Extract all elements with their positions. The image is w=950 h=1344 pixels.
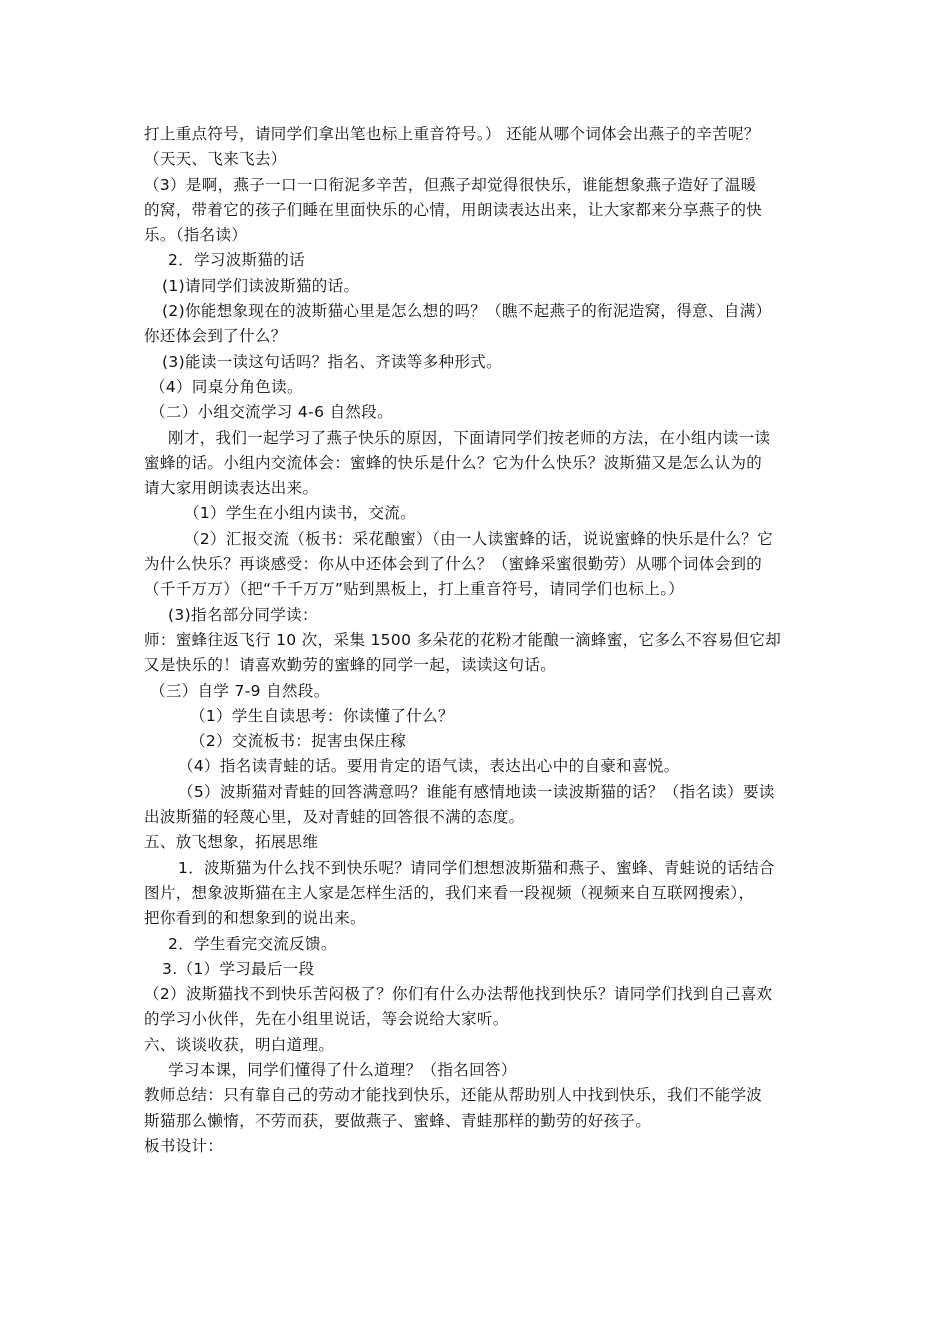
text-line: 刚才，我们一起学习了燕子快乐的原因，下面请同学们按老师的方法，在小组内读一读 <box>168 428 771 447</box>
text-line: （1）学生在小组内读书，交流。 <box>184 504 417 523</box>
text-line: 为什么快乐？再谈感受：你从中还体会到了什么？（蜜蜂采蜜很勤劳）从哪个词体会到的 <box>144 555 763 574</box>
text-line: 打上重点符号，请同学们拿出笔也标上重音符号。） 还能从哪个词体会出燕子的辛苦呢？ <box>144 125 760 143</box>
section-heading: 六、谈谈收获，明白道理。 <box>144 1035 335 1054</box>
text-line: (3)指名部分同学读： <box>168 605 318 624</box>
text-line: 2．学生看完交流反馈。 <box>168 934 337 953</box>
text-line: （1）学生自读思考：你读懂了什么？ <box>190 706 454 725</box>
text-line: （2）波斯猫找不到快乐苦闷极了？你们有什么办法帮他找到快乐？请同学们找到自己喜欢 <box>144 985 773 1004</box>
text-line: 蜜蜂的话。小组内交流体会：蜜蜂的快乐是什么？它为什么快乐？波斯猫又是怎么认为的 <box>144 453 763 472</box>
text-line: 师：蜜蜂往返飞行 10 次，采集 1500 多朵花的花粉才能酿一滴蜂蜜，它多么不容易但它却 <box>144 630 782 649</box>
text-line: 1．波斯猫为什么找不到快乐呢？请同学们想想波斯猫和燕子、蜜蜂、青蛙说的话结合 <box>178 858 775 877</box>
text-line: 出波斯猫的轻蔑心里，及对青蛙的回答很不满的态度。 <box>144 808 525 827</box>
text-line: 的窝，带着它的孩子们睡在里面快乐的心情，用朗读表达出来，让大家都来分享燕子的快 <box>144 200 763 219</box>
section-heading: 2．学习波斯猫的话 <box>168 251 306 270</box>
text-line: 的学习小伙伴，先在小组里说话，等会说给大家听。 <box>144 1010 509 1029</box>
text-line: 又是快乐的！请喜欢勤劳的蜜蜂的同学一起，读读这句话。 <box>144 656 557 675</box>
text-line: （3）是啊，燕子一口一口衔泥多辛苦，但燕子却觉得很快乐，谁能想象燕子造好了温暖 <box>144 175 757 194</box>
text-line: （4）同桌分角色读。 <box>150 377 303 396</box>
section-heading: （三）自学 7-9 自然段。 <box>150 681 330 700</box>
text-line: 你还体会到了什么？ <box>144 327 287 346</box>
text-line: （2）交流板书：捉害虫保庄稼 <box>190 732 407 751</box>
text-line: 学习本课，同学们懂得了什么道理？（指名回答） <box>168 1060 517 1079</box>
section-heading: 五、放飞想象，拓展思维 <box>144 833 319 852</box>
text-line: 请大家用朗读表达出来。 <box>144 479 319 498</box>
text-line: (2)你能想象现在的波斯猫心里是怎么想的吗？（瞧不起燕子的衔泥造窝，得意、自满） <box>162 302 772 321</box>
text-line: 乐。（指名读） <box>144 226 248 245</box>
document-body <box>144 122 809 1159</box>
text-line: (3)能读一读这句话吗？指名、齐读等多种形式。 <box>162 352 503 371</box>
text-line: 3.（1）学习最后一段 <box>162 959 315 978</box>
text-line: （天天、飞来飞去） <box>144 150 287 169</box>
text-line: 斯猫那么懒惰，不劳而获，要做燕子、蜜蜂、青蛙那样的勤劳的好孩子。 <box>144 1111 652 1130</box>
text-line: 教师总结：只有靠自己的劳动才能找到快乐，还能从帮助别人中找到快乐，我们不能学波 <box>144 1086 763 1105</box>
text-line: （千千万万）（把“千千万万”贴到黑板上，打上重音符号，请同学们也标上。） <box>144 580 685 599</box>
text-line: （2）汇报交流（板书：采花酿蜜）（由一人读蜜蜂的话，说说蜜蜂的快乐是什么？它 <box>184 529 773 548</box>
text-line: 把你看到的和想象到的说出来。 <box>144 909 366 928</box>
text-line: 图片，想象波斯猫在主人家是怎样生活的，我们来看一段视频（视频来自互联网搜索）， <box>144 883 755 902</box>
section-heading: 板书设计： <box>144 1136 224 1155</box>
section-heading: （二）小组交流学习 4-6 自然段。 <box>150 403 393 422</box>
text-line: (1)请同学们读波斯猫的话。 <box>162 276 360 295</box>
text-line: （5）波斯猫对青蛙的回答满意吗？谁能有感情地读一读波斯猫的话？（指名读）要读 <box>178 782 775 801</box>
text-line: （4）指名读青蛙的话。要用肯定的语气读，表达出心中的自豪和喜悦。 <box>178 757 680 776</box>
